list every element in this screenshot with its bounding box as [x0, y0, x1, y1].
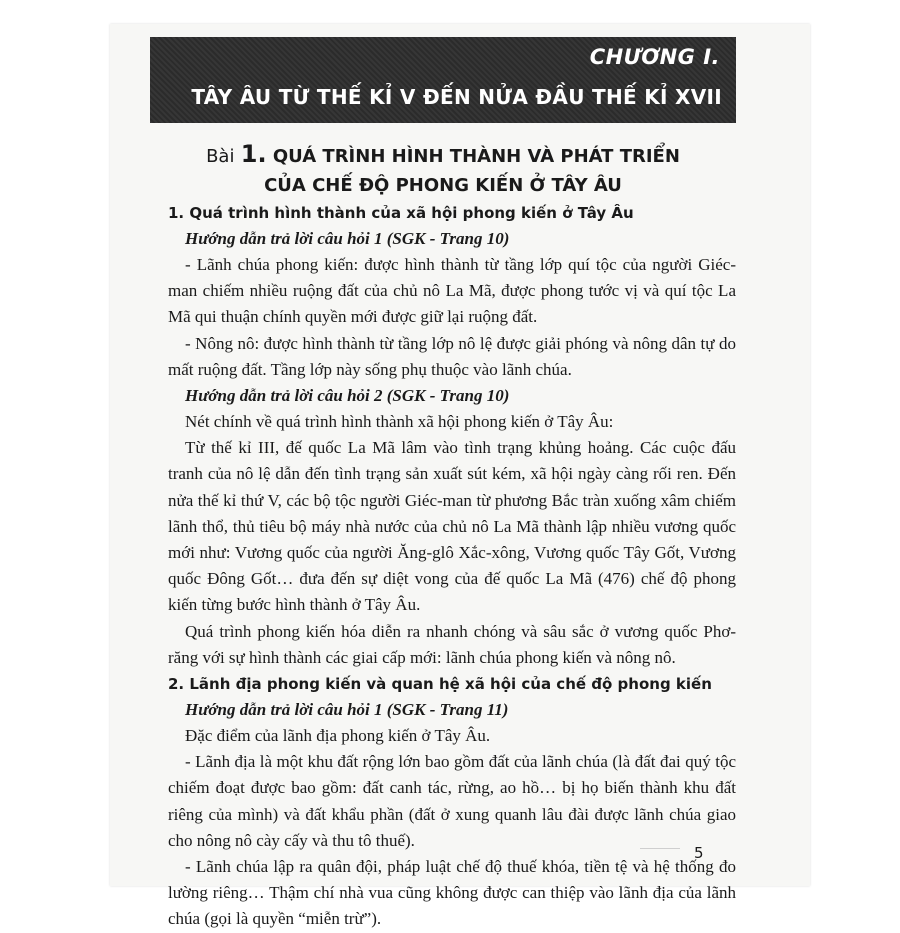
question-guide: Hướng dẫn trả lời câu hỏi 1 (SGK - Trang 11) — [185, 700, 509, 720]
paragraph: - Lãnh địa là một khu đất rộng lớn bao gồm đất của lãnh chúa (là đất đai quý tộc chiếm đoạt được bao gồm: đất canh tác, rừng, ao hồ… bị họ biến thành khu đất riêng của mình) và đất khẩu phần (đất ở xung quanh lâu đài được lãnh chúa giao cho nông nô cày cấy và thu tô thuế). — [168, 752, 736, 850]
paragraph: - Lãnh chúa lập ra quân đội, pháp luật chế độ thuế khóa, tiền tệ và hệ thống đo lường riêng… Thậm chí nhà vua cũng không được can thiệp vào lãnh địa của lãnh chúa (gọi là quyền “miễn trừ”). — [168, 857, 736, 929]
chapter-banner — [150, 37, 736, 123]
paragraph: Quá trình phong kiến hóa diễn ra nhanh chóng và sâu sắc ở vương quốc Phơ-răng với sự hình thành các giai cấp mới: lãnh chúa phong kiến và nông nô. — [168, 621, 736, 667]
lesson-prefix: Bài — [206, 146, 235, 167]
part-title: TÂY ÂU TỪ THẾ KỈ V ĐẾN NỬA ĐẦU THẾ KỈ XVII — [191, 85, 722, 109]
question-guide: Hướng dẫn trả lời câu hỏi 1 (SGK - Trang 10) — [185, 229, 510, 248]
paragraph: Từ thế kỉ III, đế quốc La Mã lâm vào tình trạng khủng hoảng. Các cuộc đấu tranh của nô lệ dẫn đến tình trạng sản xuất sút kém, xã hội ngày càng rối ren. Đến nửa thế kỉ thứ V, các bộ tộc người Giéc-man từ phương Bắc tràn xuống xâm chiếm lãnh thổ, thủ tiêu bộ máy nhà nước của chủ nô La Mã thành lập nhiều vương quốc mới như: Vương quốc của người Ăng-glô Xắc-xông, Vương quốc Tây Gốt, Vương quốc Đông Gốt… đưa đến sự diệt vong của đế quốc La Mã (476) chế độ phong kiến từng bước hình thành ở Tây Âu. — [168, 438, 736, 615]
lesson-title-text: QUÁ TRÌNH HÌNH THÀNH VÀ PHÁT TRIỂN — [272, 146, 680, 167]
paragraph: Đặc điểm của lãnh địa phong kiến ở Tây Âu. — [185, 726, 491, 746]
page-number-rule — [640, 848, 680, 849]
section-heading: 1. Quá trình hình thành của xã hội phong kiến ở Tây Âu — [168, 204, 634, 222]
paragraph: Nét chính về quá trình hình thành xã hội phong kiến ở Tây Âu: — [185, 412, 614, 432]
paragraph: - Nông nô: được hình thành từ tầng lớp nô lệ được giải phóng và nông dân tự do mất ruộng đất. Tầng lớp này sống phụ thuộc vào lãnh chúa. — [168, 333, 736, 379]
lesson-title — [150, 140, 736, 200]
section-heading: 2. Lãnh địa phong kiến và quan hệ xã hội của chế độ phong kiến — [168, 675, 712, 694]
lesson-title-line2: CỦA CHẾ ĐỘ PHONG KIẾN Ở TÂY ÂU — [264, 175, 622, 196]
chapter-label: CHƯƠNG I. — [589, 45, 720, 69]
page-number: 5 — [694, 844, 704, 862]
lesson-number: 1. — [240, 140, 267, 168]
question-guide: Hướng dẫn trả lời câu hỏi 2 (SGK - Trang 10) — [185, 386, 510, 406]
paragraph: - Lãnh chúa phong kiến: được hình thành từ tầng lớp quí tộc của người Giéc-man chiếm nhiều ruộng đất của chủ nô La Mã, được phong tước vị và quí tộc La Mã qui thuận chính quyền mới được giữ lại ruộng đất. — [168, 255, 736, 327]
lesson-title-line1 — [150, 140, 736, 171]
page-content — [168, 200, 736, 933]
